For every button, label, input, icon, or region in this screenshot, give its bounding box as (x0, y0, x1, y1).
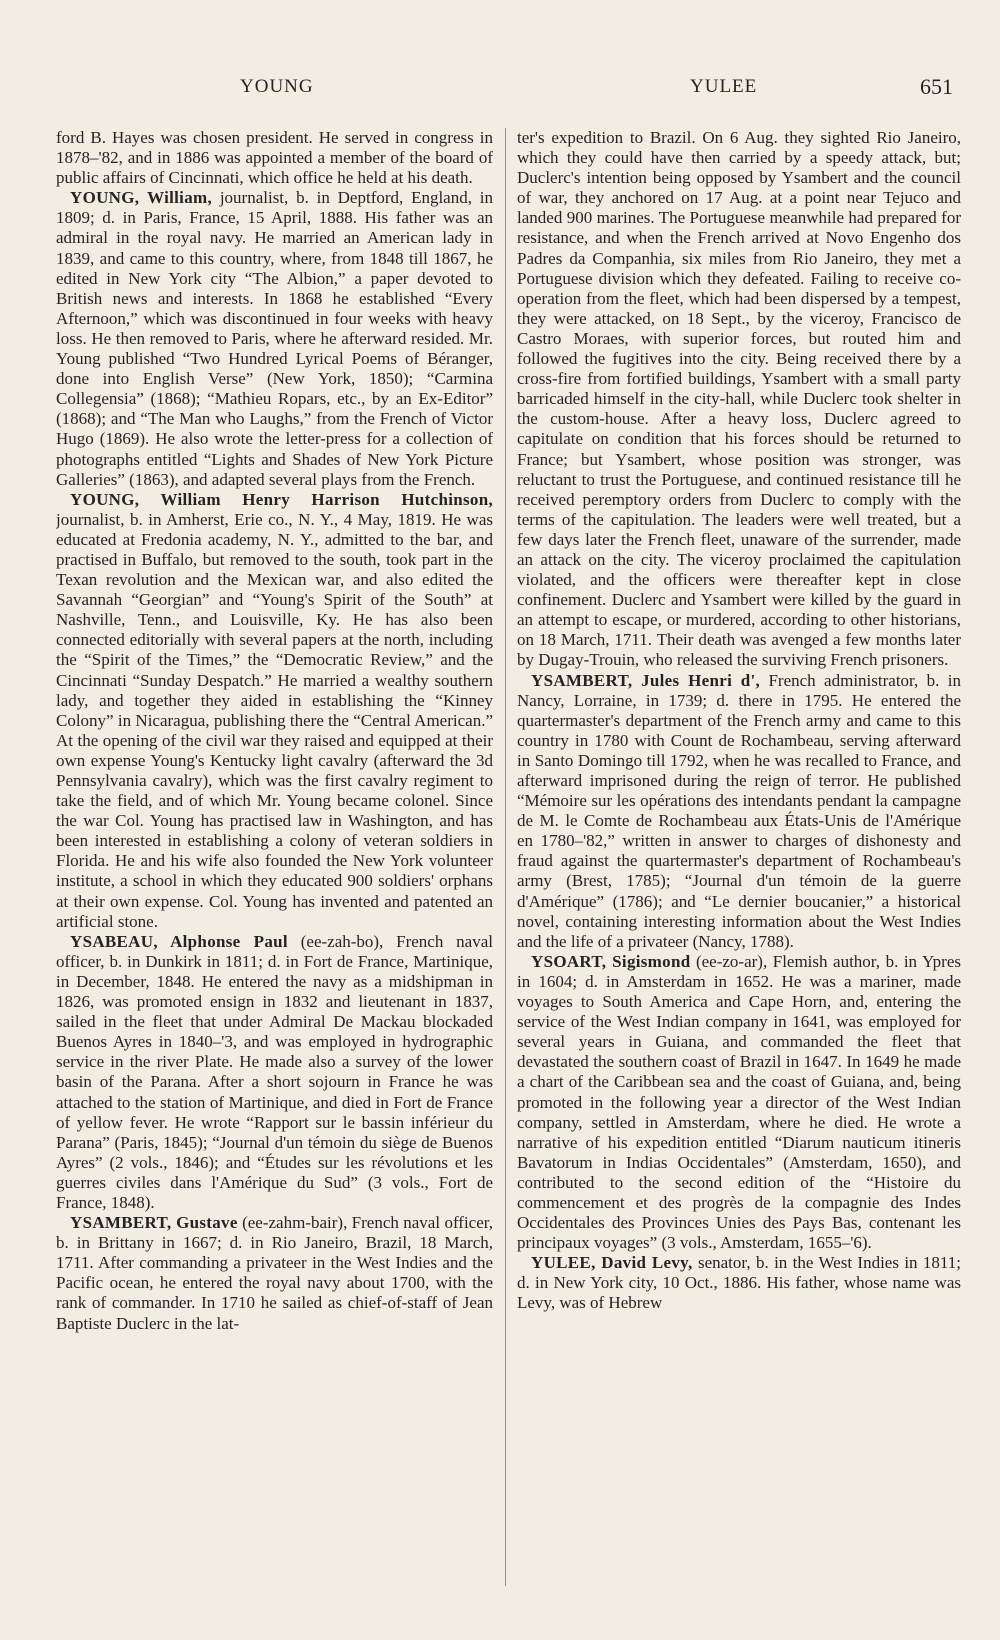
page-number: 651 (920, 74, 953, 99)
entry-body: journalist, b. in Deptford, England, in 1809; d. in Paris, France, 15 April, 1888. His father was an admiral in the royal navy. He married an American lady in 1839, and came to this country, where, from 1848 till 1867, he edited in New York city “The Albion,” a paper devoted to British news and interests. In 1868 he established “Every Afternoon,” which was discontinued in four weeks with heavy loss. He then removed to Paris, where he afterward resided. Mr. Young published “Two Hundred Lyrical Poems of Béranger, done into English Verse” (New York, 1850); “Carmina Collegensia” (1868); “Mathieu Ropars, etc., by an Ex-Editor” (1868); and “The Man who Laughs,” from the French of Victor Hugo (1869). He also wrote the letter-press for a collection of photographs entitled “Lights and Shades of New York Picture Galleries” (1863), and adapted several plays from the French. (56, 188, 493, 489)
entry-headword: YSABEAU, Alphonse Paul (70, 931, 288, 951)
column-divider (505, 128, 506, 1586)
header-right-word: YULEE (690, 76, 758, 97)
entry-ysabeau (56, 932, 493, 1213)
entry-body: (ee-zo-ar), Flemish author, b. in Ypres in 1604; d. in Amsterdam in 1652. He was a mariner, made voyages to South America and Cape Horn, and, entering the service of the West Indian company in 1641, was employed for several years in Guiana, and commanded the fleet that devastated the southern coast of Brazil in 1647. In 1649 he made a chart of the Caribbean sea and the coast of Guiana, and, being promoted in the following year a director of the West Indian company, settled in Amsterdam, where he died. He wrote a narrative of his expedition entitled “Diarum nauticum itineris Bavatorum in Indias Occidentales” (Amsterdam, 1650), and contributed to the second edition of the “Histoire du commencement et des progrès de la compagnie des Indes Occidentales des Provinces Unies des Pays Bas, contenant les principaux voyages” (3 vols., Amsterdam, 1655–'6). (517, 951, 961, 1253)
right-column (517, 128, 961, 1598)
continued-paragraph: ford B. Hayes was chosen president. He served in congress in 1878–'82, and in 1886 was appointed a member of the board of public affairs of Cincinnati, which office he held at his death. (56, 128, 493, 188)
entry-headword: YOUNG, William Henry Harrison Hutchinson, (70, 489, 493, 509)
entry-body: (ee-zahm-bair), French naval officer, b. in Brittany in 1667; d. in Rio Janeiro, Brazil, 18 March, 1711. After commanding a privateer in the West Indies and the Pacific ocean, he entered the royal navy about 1700, with the rank of commander. In 1710 he sailed as chief-of-staff of Jean Baptiste Duclerc in the lat- (56, 1213, 493, 1333)
entry-yulee (517, 1253, 961, 1313)
entry-headword: YOUNG, William, (70, 188, 213, 208)
header-left-word: YOUNG (240, 76, 314, 97)
entry-ysambert-gustave (56, 1213, 493, 1334)
entry-headword: YSOART, Sigismond (531, 951, 691, 971)
entry-body: senator, b. in the West Indies in 1811; d. in New York city, 10 Oct., 1886. His father, whose name was Levy, was of Hebrew (517, 1253, 961, 1313)
entry-body: journalist, b. in Amherst, Erie co., N. Y., 4 May, 1819. He was educated at Fredonia academy, N. Y., admitted to the bar, and practised in Buffalo, but removed to the south, took part in the Texan revolution and the Mexican war, and also edited the Savannah “Georgian” and “Young's Spirit of the South” at Nashville, Tenn., and Louisville, Ky. He has also been connected editorially with several papers at the north, including the “Spirit of the Times,” the “Democratic Review,” and the Cincinnati “Sunday Despatch.” He married a wealthy southern lady, and together they aided in establishing the “Kinney Colony” in Nicaragua, publishing there the “Central American.” At the opening of the civil war they raised and equipped at their own expense Young's Kentucky light cavalry (afterward the 3d Pennsylvania cavalry), which was the first cavalry regiment to take the field, and of which Mr. Young became colonel. Since the war Col. Young has practised law in Washington, and has been interested in establishing a colony of veteran soldiers in Florida. He and his wife also founded the New York volunteer institute, a school in which they educated 900 soldiers' orphans at their own expense. Col. Young has invented and patented an artificial stone. (56, 509, 493, 931)
entry-headword: YSAMBERT, Jules Henri d', (531, 670, 761, 690)
entry-ysambert-jules (517, 671, 961, 952)
continued-paragraph: ter's expedition to Brazil. On 6 Aug. they sighted Rio Janeiro, which they could have then carried by a speedy attack, but; Duclerc's intention being opposed by Ysambert and the council of war, they anchored on 17 Aug. at a point near Tejuco and landed 900 marines. The Portuguese meanwhile had prepared for resistance, and when the French arrived at Novo Engenho dos Padres da Companhia, six miles from Rio Janeiro, they met a Portuguese division which they defeated. Failing to receive co-operation from the fleet, which had been dispersed by a tempest, they were attacked, on 18 Sept., by the viceroy, Francisco de Castro Moraes, with superior forces, but routed him and followed the fugitives into the city. Being received there by a cross-fire from fortified buildings, Ysambert with a small party barricaded himself in the city-hall, while Duclerc took shelter in the custom-house. After a heavy loss, Duclerc agreed to capitulate on condition that his forces should be returned to France; but Ysambert, whose position was stronger, was reluctant to trust the Portuguese, and continued resistance till he received peremptory orders from Duclerc to comply with the terms of the capitulation. The leaders were well treated, but a few days later the French fleet, unaware of the surrender, made an attack on the city. The viceroy proclaimed the capitulation violated, and the officers were thereafter kept in close confinement. Duclerc and Ysambert were killed by the guard in an attempt to escape, or murdered, according to other historians, on 18 March, 1711. Their death was avenged a few months later by Dugay-Trouin, who released the surviving French prisoners. (517, 128, 961, 670)
entry-body: (ee-zah-bo), French naval officer, b. in Dunkirk in 1811; d. in Fort de France, Martinique, in December, 1848. He entered the navy as a midshipman in 1826, was promoted ensign in 1832 and lieutenant in 1837, sailed in the fleet that under Admiral De Mackau blockaded Buenos Ayres in 1840–'3, and was employed in hydrographic service in the river Plate. He made also a survey of the lower basin of the Parana. After a short sojourn in France he was attached to the station of Martinique, and died in Fort de France of yellow fever. He wrote “Rapport sur le bassin inférieur du Parana” (Paris, 1845); “Journal d'un témoin du siège de Buenos Ayres” (2 vols., 1846); and “Études sur les révolutions et les guerres civiles dans l'Amérique du Sud” (3 vols., Fort de France, 1848). (56, 931, 493, 1212)
running-header (0, 76, 1000, 106)
entry-young-william-henry (56, 490, 493, 932)
entry-young-william (56, 188, 493, 489)
entry-headword: YULEE, David Levy, (531, 1253, 693, 1273)
entry-body: French administrator, b. in Nancy, Lorraine, in 1739; d. there in 1795. He entered the quartermaster's department of the French army and came to this country in 1780 with Count de Rochambeau, serving afterward in Santo Domingo till 1792, when he was recalled to France, and afterward imprisoned during the reign of terror. He published “Mémoire sur les opérations des intendants pendant la campagne de M. le Comte de Rochambeau aux États-Unis de l'Amérique en 1780–'82,” written in answer to charges of dishonesty and fraud against the quartermaster's department of Rochambeau's army (Brest, 1785); “Journal d'un témoin de la guerre d'Amérique” (1786); and “Le dernier boucanier,” a historical novel, containing interesting information about the West Indies and the life of a privateer (Nancy, 1788). (517, 670, 961, 951)
entry-headword: YSAMBERT, Gustave (70, 1213, 238, 1233)
entry-ysoart (517, 952, 961, 1253)
left-column (56, 128, 493, 1598)
